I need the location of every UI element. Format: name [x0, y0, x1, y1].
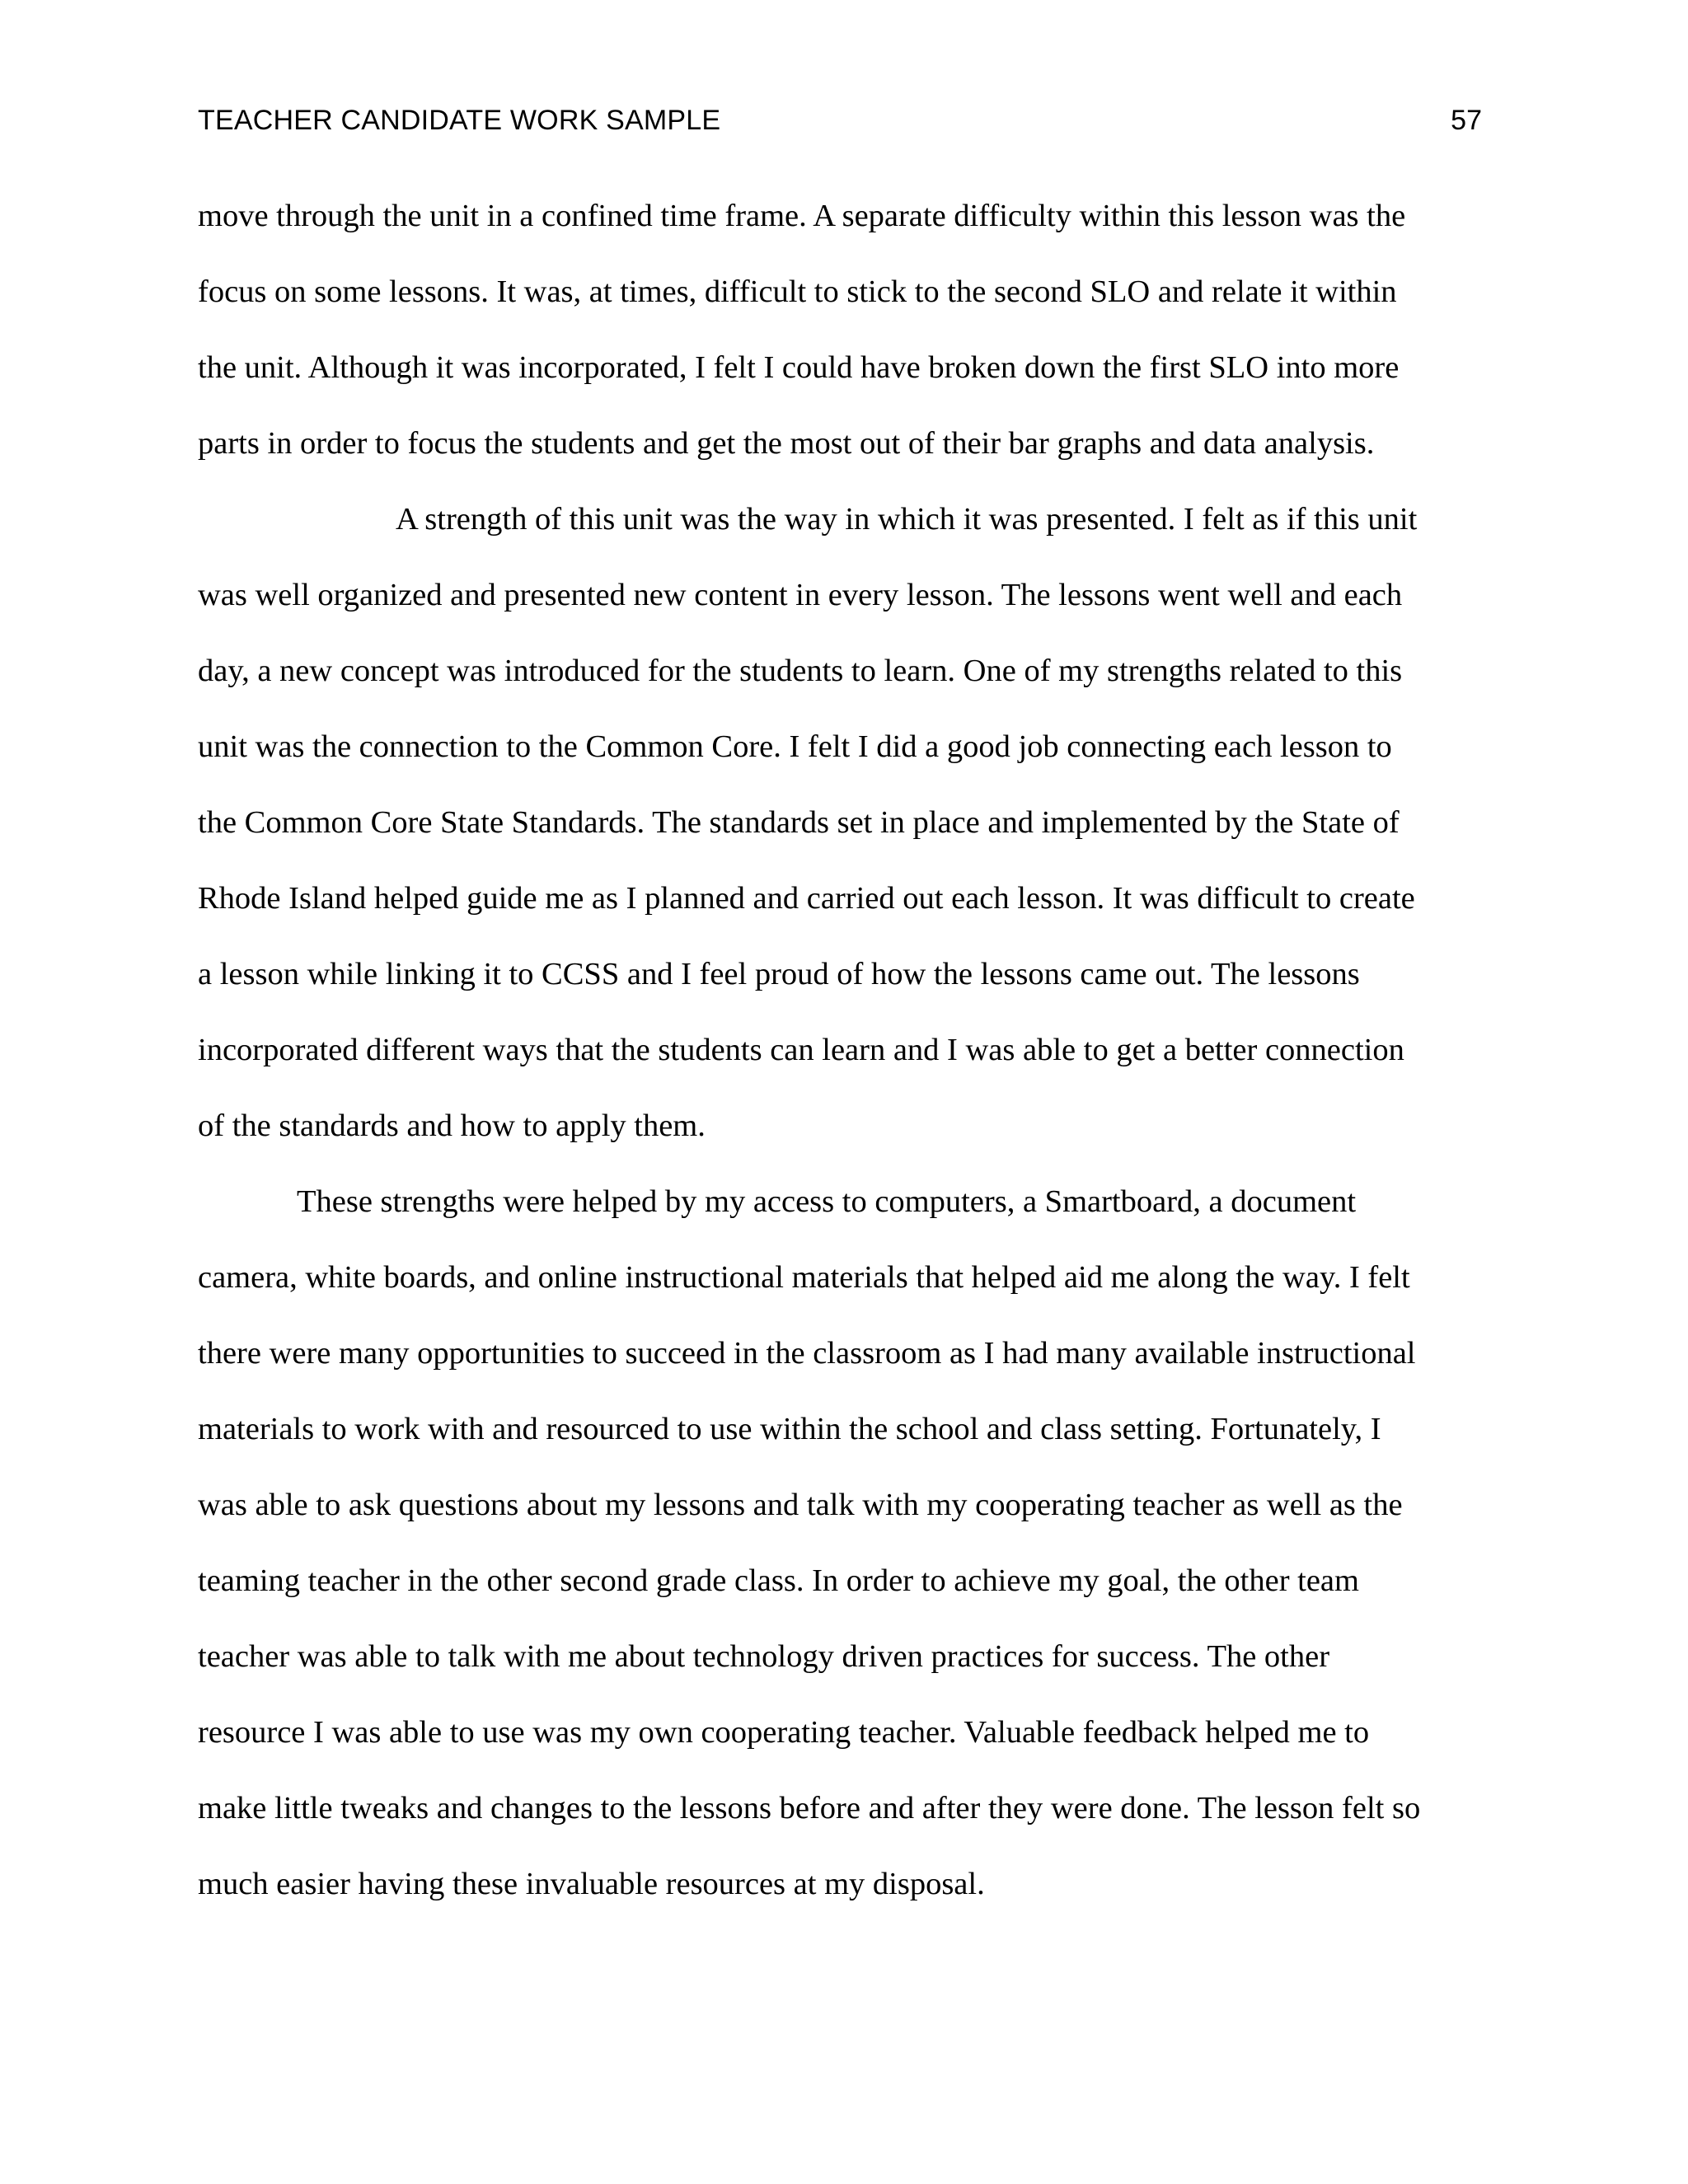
body-line: much easier having these invaluable resources at my disposal.	[198, 1867, 985, 1901]
body-line: the unit. Although it was incorporated, I felt I could have broken down the first SLO into more	[198, 350, 1400, 385]
body-line: there were many opportunities to succeed in the classroom as I had many available instructional	[198, 1336, 1416, 1371]
body-line: teaming teacher in the other second grade class. In order to achieve my goal, the other team	[198, 1563, 1359, 1598]
body-line: the Common Core State Standards. The standards set in place and implemented by the State of	[198, 805, 1400, 840]
paragraph-first-line: A strength of this unit was the way in which it was presented. I felt as if this unit	[396, 502, 1418, 537]
body-line: materials to work with and resourced to use within the school and class setting. Fortunately, I	[198, 1412, 1381, 1446]
body-line: Rhode Island helped guide me as I planned and carried out each lesson. It was difficult to create	[198, 881, 1415, 916]
body-line: teacher was able to talk with me about technology driven practices for success. The other	[198, 1639, 1330, 1674]
body-line: parts in order to focus the students and get the most out of their bar graphs and data analysis.	[198, 426, 1375, 461]
page-number: 57	[1451, 105, 1482, 136]
body-line: incorporated different ways that the students can learn and I was able to get a better connection	[198, 1033, 1404, 1067]
body-line: of the standards and how to apply them.	[198, 1108, 706, 1143]
paragraph-first-line: These strengths were helped by my access to computers, a Smartboard, a document	[297, 1184, 1357, 1219]
running-head: TEACHER CANDIDATE WORK SAMPLE	[198, 105, 721, 136]
body-line: a lesson while linking it to CCSS and I feel proud of how the lessons came out. The lessons	[198, 957, 1360, 991]
body-line: move through the unit in a confined time frame. A separate difficulty within this lesson was the	[198, 199, 1406, 233]
body-line: day, a new concept was introduced for the students to learn. One of my strengths related to this	[198, 654, 1403, 688]
body-line: make little tweaks and changes to the lessons before and after they were done. The lesson felt so	[198, 1791, 1421, 1825]
body-line: was well organized and presented new content in every lesson. The lessons went well and each	[198, 578, 1403, 612]
body-line: unit was the connection to the Common Core. I felt I did a good job connecting each lesson to	[198, 729, 1392, 764]
body-line: focus on some lessons. It was, at times, difficult to stick to the second SLO and relate it within	[198, 274, 1397, 309]
body-line: resource I was able to use was my own cooperating teacher. Valuable feedback helped me to	[198, 1715, 1370, 1750]
body-line: camera, white boards, and online instructional materials that helped aid me along the way. I felt	[198, 1260, 1410, 1295]
body-line: was able to ask questions about my lessons and talk with my cooperating teacher as well as the	[198, 1488, 1403, 1522]
